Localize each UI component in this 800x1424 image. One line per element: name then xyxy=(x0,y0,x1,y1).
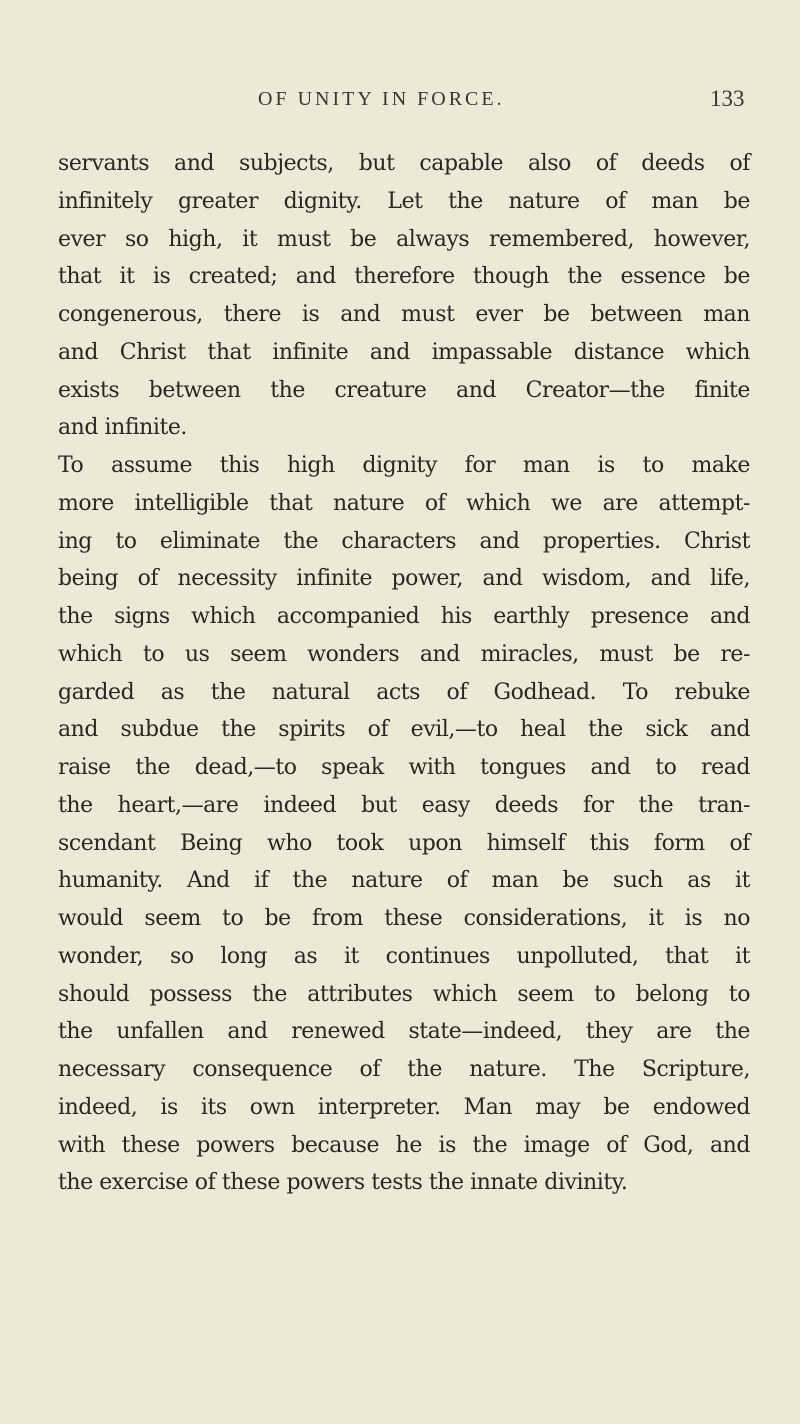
text-line: and subdue the spirits of evil,—to heal the sick and xyxy=(58,717,750,743)
text-line: ever so high, it must be always remembered, however, xyxy=(58,226,750,252)
text-line: necessary consequence of the nature. The Scripture, xyxy=(58,1057,750,1082)
text-line: servants and subjects, but capable also of deeds of xyxy=(58,151,750,176)
text-line: and infinite. xyxy=(58,415,187,441)
text-line: and Christ that infinite and impassable distance which xyxy=(58,339,750,365)
text-line: wonder, so long as it continues unpolluted, that it xyxy=(58,943,750,969)
text-line: being of necessity infinite power, and wisdom, and life, xyxy=(58,566,750,592)
running-head xyxy=(0,86,800,126)
text-line: with these powers because he is the image of God, and xyxy=(58,1132,750,1158)
text-line: the heart,—are indeed but easy deeds for the tran- xyxy=(58,792,750,818)
text-line: scendant Being who took upon himself this form of xyxy=(58,830,750,856)
text-line: the signs which accompanied his earthly presence and xyxy=(58,604,750,629)
text-line: humanity. And if the nature of man be such as it xyxy=(58,868,750,894)
running-title: OF UNITY IN FORCE. xyxy=(258,88,505,110)
text-line: garded as the natural acts of Godhead. To rebuke xyxy=(58,679,750,705)
text-line: congenerous, there is and must ever be between man xyxy=(58,302,750,327)
text-line: more intelligible that nature of which we are attempt- xyxy=(58,490,750,516)
text-line: the exercise of these powers tests the innate divinity. xyxy=(58,1170,628,1196)
text-line: that it is created; and therefore though the essence be xyxy=(58,264,750,290)
text-line: should possess the attributes which seem to belong to xyxy=(58,981,750,1007)
text-line: raise the dead,—to speak with tongues and to read xyxy=(58,755,750,780)
text-line: the unfallen and renewed state—indeed, they are the xyxy=(58,1019,750,1045)
text-line: ing to eliminate the characters and properties. Christ xyxy=(58,528,750,554)
text-line: would seem to be from these considerations, it is no xyxy=(58,906,750,931)
body-text xyxy=(58,145,750,1202)
text-line: infinitely greater dignity. Let the nature of man be xyxy=(58,188,750,214)
text-line: To assume this high dignity for man is to make xyxy=(58,453,750,478)
text-line: which to us seem wonders and miracles, must be re- xyxy=(58,641,750,667)
text-line: indeed, is its own interpreter. Man may be endowed xyxy=(58,1094,750,1120)
page-number: 133 xyxy=(710,86,745,111)
text-line: exists between the creature and Creator—the finite xyxy=(58,377,750,403)
